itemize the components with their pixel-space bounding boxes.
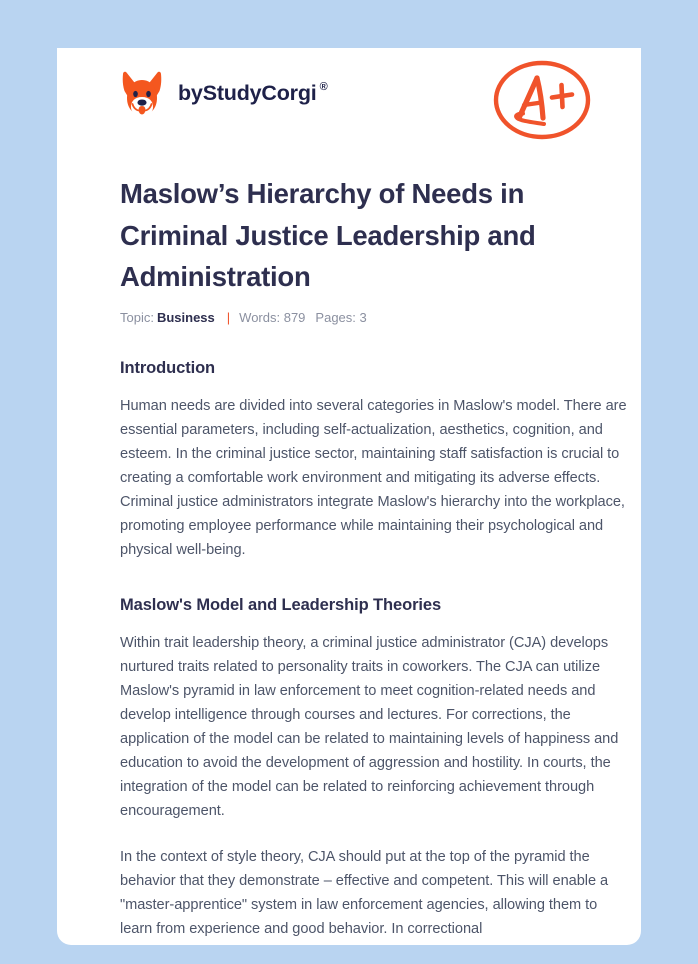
brand-name: StudyCorgi (202, 81, 317, 106)
section-heading-introduction: Introduction (120, 359, 216, 377)
paragraph-maslows-model-1: Within trait leadership theory, a criminal justice administrator (CJA) develops nurtured traits related to personality traits in coworkers. The CJA can utilize Maslow's pyramid in law enforcement to meet cognition-related needs and develop intelligence through courses and lectures. For corrections, the application of the model can be related to maintaining levels of happiness and education to avoid the development of aggression and hostility. In courts, the integration of the model can be related to reinforcing achievement through encouragement. (120, 635, 619, 819)
document-header (57, 48, 641, 160)
meta-pages: Pages: 3 (315, 310, 367, 325)
meta-separator: | (226, 310, 231, 325)
document-meta (120, 311, 367, 324)
document-page (57, 48, 641, 945)
meta-topic-value[interactable]: Business (156, 310, 215, 325)
section-heading-maslows-model: Maslow's Model and Leadership Theories (120, 596, 442, 614)
paragraph-introduction-1: Human needs are divided into several categories in Maslow's model. There are essential parameters, including self-actualization, aesthetics, cognition, and esteem. In the criminal justice sector, maintaining staff satisfaction is crucial to creating a comfortable work environment and mitigating its adverse effects. Criminal justice administrators integrate Maslow's hierarchy into the workplace, promoting employee performance while maintaining their psychological and physical well-being. (120, 398, 627, 558)
brand-wordmark (178, 83, 327, 105)
a-plus-grade-icon (491, 56, 593, 144)
page-title: Maslow’s Hierarchy of Needs in Criminal Justice Leadership and Administration (120, 178, 536, 292)
document-body (120, 346, 633, 941)
a-plus-grade-badge (491, 56, 593, 144)
brand-prefix: by (178, 81, 203, 106)
meta-topic-label: Topic: (120, 310, 154, 325)
registered-trademark-icon: ® (319, 81, 328, 94)
meta-words: Words: 879 (239, 310, 306, 325)
corgi-face-icon (120, 70, 164, 118)
paragraph-maslows-model-2: In the context of style theory, CJA should put at the top of the pyramid the behavior that they demonstrate – effective and competent. This will enable a "master-apprentice" system in law enforcement agencies, allowing them to learn from experience and good behavior. In correctional (120, 849, 609, 937)
brand-logo-block[interactable] (120, 70, 327, 118)
